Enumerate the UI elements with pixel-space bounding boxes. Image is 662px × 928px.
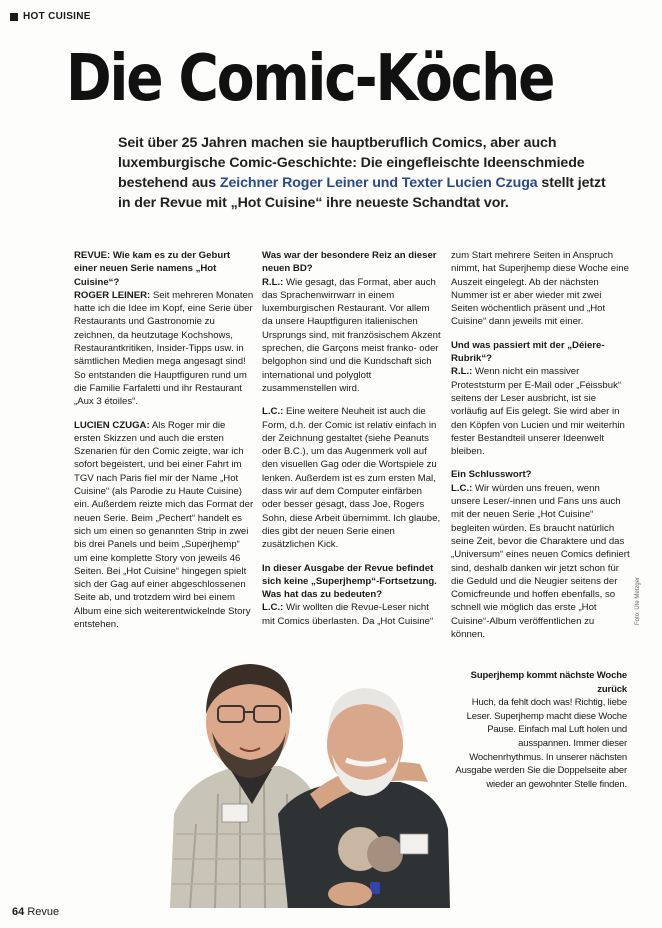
question: Und was passiert mit der „Déiere-Rubrik“? (451, 339, 605, 365)
question: REVUE: Wie kam es zu der Geburt einer neuen Serie namens „Hot Cuisine“? (74, 250, 231, 288)
article-column-1 (74, 249, 254, 641)
section-tag (10, 11, 91, 22)
speaker: LUCIEN CZUGA: (74, 419, 150, 431)
page-footer (12, 906, 59, 918)
speaker: ROGER LEINER: (74, 289, 151, 301)
question: In dieser Ausgabe der Revue befindet sich keine „Superjhemp“-Fortsetzung. Was hat das zu bedeuten? (262, 562, 437, 601)
answer: Als Roger mir die ersten Skizzen und auch die ersten Szenarien für den Comic zeigte, war ich sofort begeistert, und bei einer Fahrt im TGV nach Paris fiel mir der Name „Hot Cuisine“ (als Parodie zu Haute Cuisine) ein. Außerdem reizte mich das Format der neuen Serie. Beim „Pechert“ handelt es sich um einen so genannten Strip in zwei bis drei Panels und beim „Superjhemp“ um eine komplette Story von jeweils 46 Seiten. Bei „Hot Cuisine“ hingegen spielt sich der Gag auf einer abgeschlossenen Seite ab, und trotzdem wird bei einem Album eine sich weiterentwickelnde Story entstehen. (74, 419, 254, 631)
answer: Eine weitere Neuheit ist auch die Form, d.h. der Comic ist relativ einfach in der Zeichnung gestaltet (siehe Peanuts oder B.C.), um das Augenmerk voll auf den visuellen Gag oder die Wortspiele zu lenken. Außerdem ist es zum ersten Mal, dass wir auf dem Computer einfärben oder besser gesagt, dass Joe, Rogers Sohn, diese Arbeit übernimmt. Ich glaube, dies gibt der neuen Serie einen zusätzlichen Kick. (262, 406, 441, 551)
speaker: R.L.: (451, 366, 473, 378)
speaker: L.C.: (451, 482, 473, 494)
question: Ein Schlusswort? (451, 469, 532, 481)
speaker: L.C.: (262, 406, 284, 418)
lead-part-2: stellt jetzt in der Revue mit „Hot Cuisine“ ihre neueste Schandtat vor. (118, 175, 606, 211)
answer: Wir wollten die Revue-Leser nicht mit Comics überlasten. Da „Hot Cuisine“ (262, 602, 434, 627)
photo-credit: Foto: Ute Metzger (635, 576, 641, 625)
article-column-3 (451, 249, 631, 651)
headline: Die Comic-Köche (66, 42, 554, 116)
magazine-name: Revue (27, 906, 60, 918)
portrait-photo (160, 644, 450, 908)
answer: zum Start mehrere Seiten in Anspruch nimmt, hat Superjhemp diese Woche eine Auszeit eingelegt. Ab der nächsten Nummer ist er aber wieder mit zwei Seiten wöchentlich präsent und „Hot Cuisine“ dann jeweils mit einer. (451, 250, 629, 328)
lead-highlight: Zeichner Roger Leiner und Texter Lucien Czuga (219, 175, 538, 191)
speaker: L.C.: (262, 602, 284, 614)
lead-paragraph (118, 133, 608, 213)
answer: Seit mehreren Monaten hatte ich die Idee im Kopf, eine Serie über Restaurants und Gastronomie zu zeichnen, da heutzutage Kochshows, Restaurantkritiken, Insider-Tipps usw. in sämtlichen Medien mega angesagt sind! So entstanden die Hauptfiguren rund um die Familie Farfaletti und ihr Restaurant „Aux 3 étoiles“. (74, 289, 254, 408)
lead-part-1: Seit über 25 Jahren machen sie hauptberuflich Comics, aber auch luxemburgische Comic-Geschichte: Die eingefleischte Ideenschmiede bestehend aus (118, 135, 585, 191)
answer: Wie gesagt, das Format, aber auch das Sprachenwirrwarr in einem luxemburgischen Restaurant. Vor allem da unsere Hauptfiguren italienischen Ursprungs sind, mit französischem Akzent sprechen, die Garçons meist franko- oder belgophon sind und die Kundschaft sich international und polyglott zusammenstellen wird. (262, 276, 441, 394)
caption-body: Huch, da fehlt doch was! Richtig, liebe Leser. Superjhemp macht diese Woche Pause. Einfach mal Luft holen und ausspannen. Immer dieser Wochenrhythmus. In unserer nächsten Ausgabe werden Sie die Doppelseite aber wieder an gewohnter Stelle finden. (455, 697, 627, 790)
section-label: HOT CUISINE (23, 11, 91, 22)
article-column-2 (262, 249, 442, 638)
caption-title: Superjhemp kommt nächste Woche zurück (470, 670, 627, 695)
section-marker (10, 13, 18, 21)
page-number: 64 (12, 906, 25, 918)
photo-caption (451, 669, 627, 791)
question: Was war der besondere Reiz an dieser neuen BD? (262, 250, 437, 275)
speaker: R.L.: (262, 276, 284, 288)
answer: Wir würden uns freuen, wenn unsere Leser/-innen und Fans uns auch mit der neuen Serie „Hot Cuisine“ begleiten würden. Es braucht natürlich seine Zeit, bevor die Charaktere und das „Universum“ eines neuen Comics definiert sind, deshalb danken wir jetzt schon für die Geduld und die Neugier seitens der Comicfreunde und hoffen ebenfalls, so schnell wie möglich das erste „Hot Cuisine“-Album veröffentlichen zu können. (451, 482, 630, 641)
answer: Wenn nicht ein massiver Proteststurm per E-Mail oder „Féissbuk“ seitens der Leser ausbricht, ist sie vorläufig auf Eis gelegt. Sie wird aber in den Köpfen von Lucien und mir weiterhin fester Bestandteil unserer Ideenwelt bleiben. (451, 366, 625, 458)
